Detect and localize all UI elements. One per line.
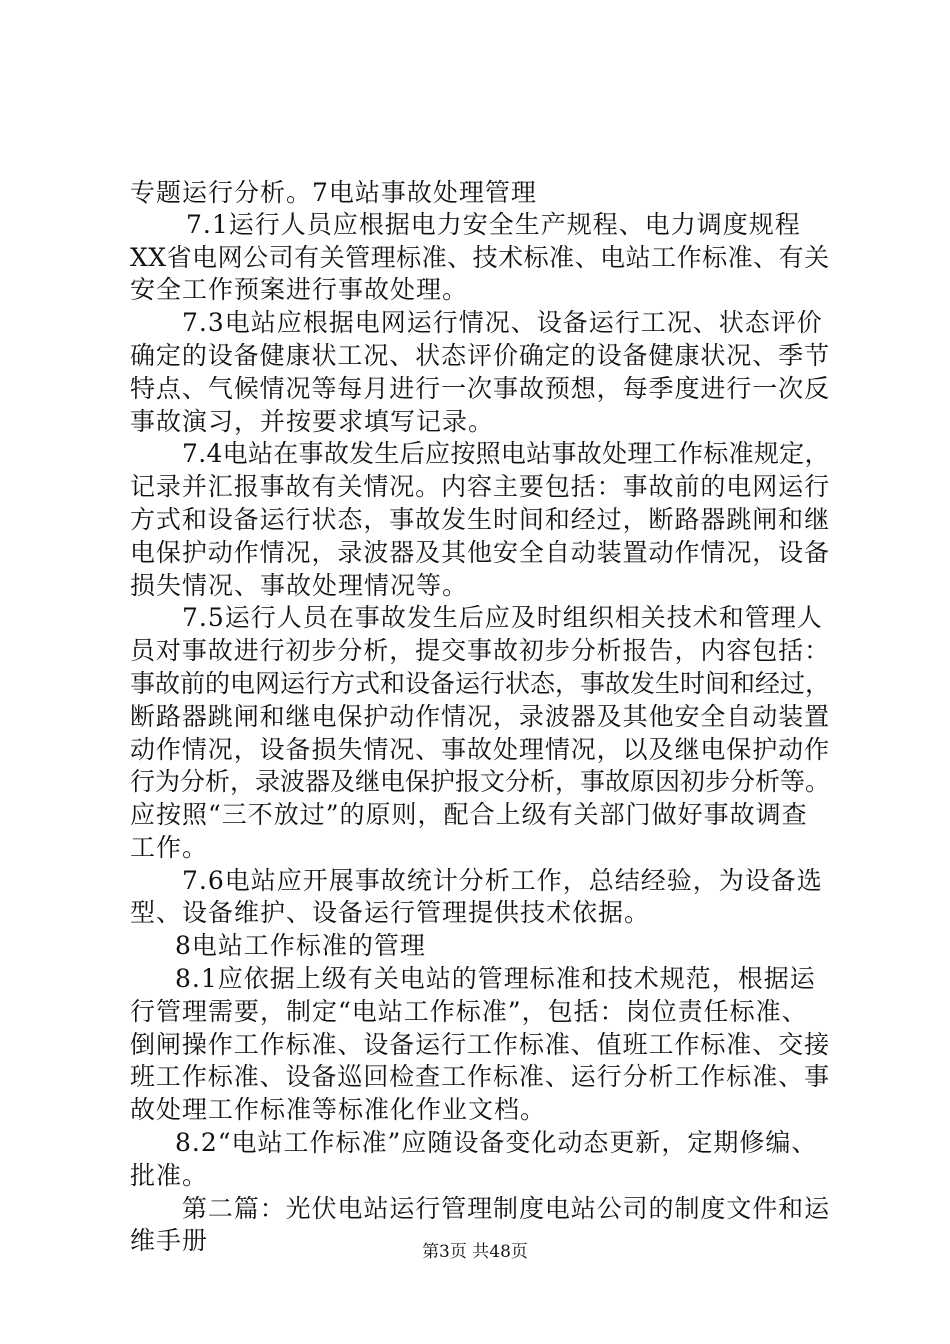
text-line: 8.1应依据上级有关电站的管理标准和技术规范，根据运	[175, 964, 816, 993]
text-line: 动作情况，设备损失情况、事故处理情况，以及继电保护动作	[130, 735, 831, 764]
text-line: 批准。	[130, 1161, 209, 1190]
text-line: XX省电网公司有关管理标准、技术标准、电站工作标准、有关	[130, 243, 830, 272]
text-line: 损失情况、事故处理情况等。	[130, 571, 469, 600]
text-line: 型、设备维护、设备运行管理提供技术依据。	[130, 898, 651, 927]
text-line: 专题运行分析。7电站事故处理管理	[130, 178, 537, 207]
text-line: 确定的设备健康状工况、状态评价确定的设备健康状况、季节	[130, 341, 831, 370]
text-line: 应按照“三不放过”的原则，配合上级有关部门做好事故调查	[130, 800, 808, 829]
text-line: 断路器跳闸和继电保护动作情况，录波器及其他安全自动装置	[130, 702, 831, 731]
text-line: 员对事故进行初步分析，提交事故初步分析报告，内容包括：	[130, 636, 831, 665]
text-line: 电保护动作情况，录波器及其他安全自动装置动作情况，设备	[130, 538, 831, 567]
text-line: 故处理工作标准等标准化作业文档。	[130, 1095, 547, 1124]
text-line: 行为分析，录波器及继电保护报文分析，事故原因初步分析等。	[130, 767, 831, 796]
text-line: 7.6电站应开展事故统计分析工作，总结经验，为设备选	[182, 866, 823, 895]
text-line: 维手册	[130, 1226, 209, 1255]
text-line: 7.1运行人员应根据电力安全生产规程、电力调度规程	[186, 210, 801, 239]
text-line: 班工作标准、设备巡回检查工作标准、运行分析工作标准、事	[130, 1062, 831, 1091]
text-line: 方式和设备运行状态，事故发生时间和经过，断路器跳闸和继	[130, 505, 831, 534]
chapter-heading: 第二篇：光伏电站运行管理制度电站公司的制度文件和运	[182, 1194, 831, 1223]
text-line: 7.4电站在事故发生后应按照电站事故处理工作标准规定，	[182, 439, 830, 468]
text-line: 事故前的电网运行方式和设备运行状态，事故发生时间和经过，	[130, 669, 831, 698]
text-line: 7.5运行人员在事故发生后应及时组织相关技术和管理人	[182, 603, 823, 632]
text-line: 8.2“电站工作标准”应随设备变化动态更新，定期修编、	[175, 1128, 818, 1157]
text-line: 7.3电站应根据电网运行情况、设备运行工况、状态评价	[182, 308, 823, 337]
text-line: 特点、气候情况等每月进行一次事故预想，每季度进行一次反	[130, 374, 831, 403]
text-line: 安全工作预案进行事故处理。	[130, 275, 469, 304]
text-line: 倒闸操作工作标准、设备运行工作标准、值班工作标准、交接	[130, 1030, 831, 1059]
text-line: 事故演习，并按要求填写记录。	[130, 407, 495, 436]
text-line: 行管理需要，制定“电站工作标准”，包括：岗位责任标准、	[130, 997, 808, 1026]
section-heading: 8电站工作标准的管理	[175, 931, 426, 960]
text-line: 工作。	[130, 833, 209, 862]
text-line: 记录并汇报事故有关情况。内容主要包括：事故前的电网运行	[130, 472, 831, 501]
page-footer: 第3页 共48页	[422, 1242, 528, 1262]
